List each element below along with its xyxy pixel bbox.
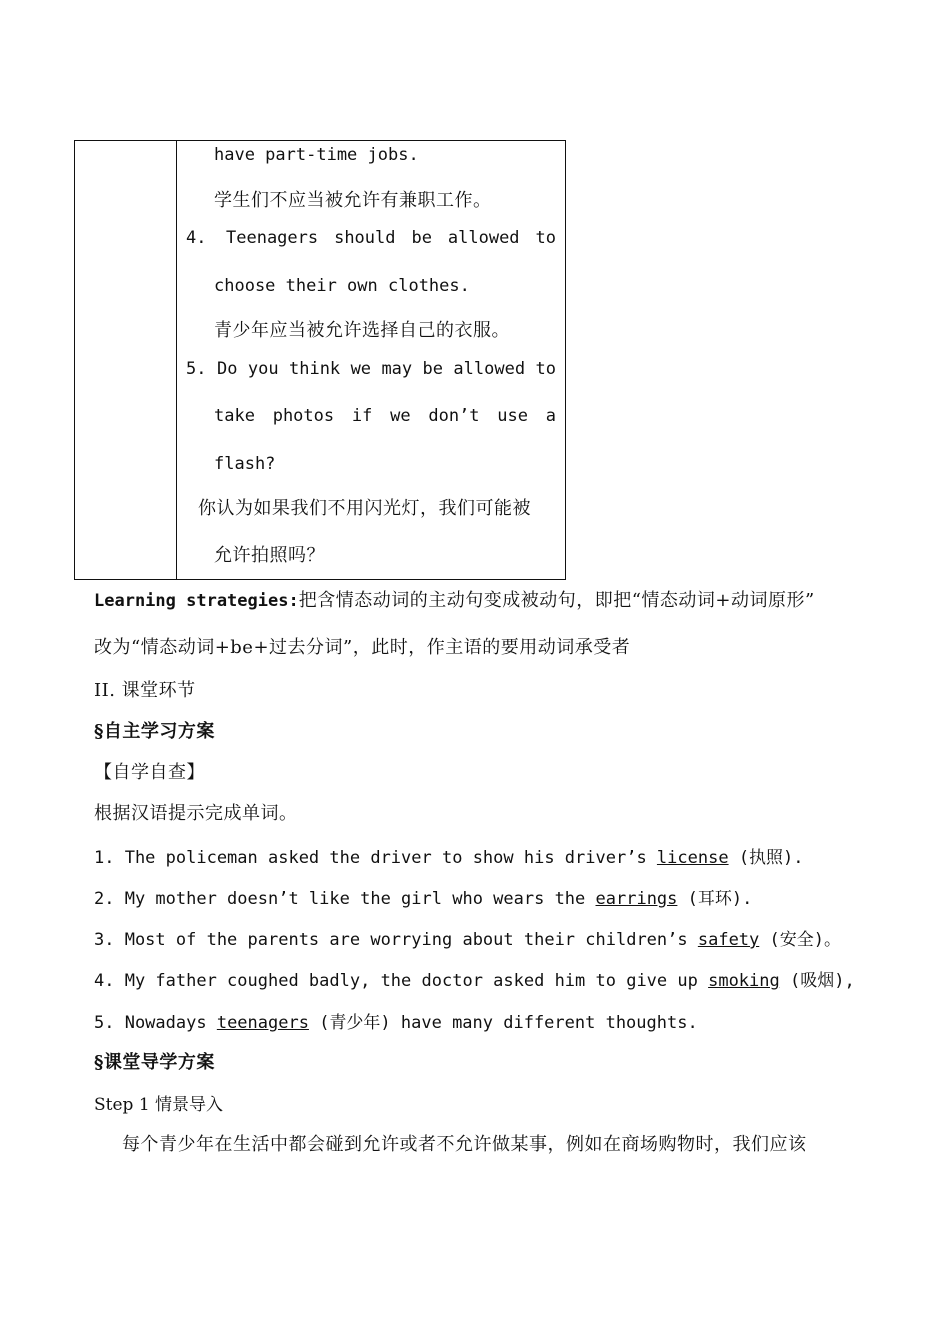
word: Do [217, 359, 238, 379]
exercise-text: 3. Most of the parents are worrying about their children’s [94, 930, 698, 950]
word: photos [272, 406, 335, 426]
word: take [214, 406, 255, 426]
answer: license [656, 848, 729, 868]
self-study-heading: §自主学习方案 [94, 721, 215, 742]
table-column-divider [176, 141, 177, 579]
self-check-heading: 【自学自查】 [94, 762, 205, 783]
answer: safety [697, 930, 760, 950]
exercise-text: (青少年) have many different thoughts. [308, 1013, 698, 1033]
item-4-line-1 [226, 228, 556, 248]
exercise-5 [94, 1008, 698, 1033]
word: we [390, 406, 411, 426]
item-4-line-2: choose their own clothes. [214, 276, 470, 296]
exercise-2 [94, 884, 752, 909]
item-5-cn-2: 允许拍照吗？ [214, 545, 325, 566]
word: think [288, 359, 341, 379]
table-line-1-cn: 学生们不应当被允许有兼职工作。 [214, 190, 492, 211]
exercise-text: (安全)。 [759, 930, 841, 950]
item-4-cn: 青少年应当被允许选择自己的衣服。 [214, 320, 510, 341]
exercise-text: (耳环). [677, 889, 753, 909]
exercise-1 [94, 843, 804, 868]
exercise-text: 1. The policeman asked the driver to show his driver’s [94, 848, 657, 868]
exercise-text: (吸烟), [779, 971, 855, 991]
word: to [535, 228, 556, 248]
word: to [535, 359, 556, 379]
answer: teenagers [216, 1013, 309, 1033]
exercise-4 [94, 966, 855, 991]
item-5-line-1 [217, 359, 556, 379]
instruction: 根据汉语提示完成单词。 [94, 803, 298, 824]
word: use [497, 406, 528, 426]
exercise-3 [94, 925, 841, 950]
word: be [411, 228, 432, 248]
strategies-text-1: 把含情态动词的主动句变成被动句，即把“情态动词+动词原形” [298, 590, 815, 611]
intro-paragraph: 每个青少年在生活中都会碰到允许或者不允许做某事，例如在商场购物时，我们应该 [122, 1134, 807, 1155]
exercise-text: 2. My mother doesn’t like the girl who wears the [94, 889, 596, 909]
word: allowed [447, 228, 520, 248]
word: don’t [428, 406, 480, 426]
word: should [334, 228, 396, 248]
guided-study-heading: §课堂导学方案 [94, 1052, 215, 1073]
word: allowed [453, 359, 526, 379]
answer: earrings [595, 889, 678, 909]
table-line-1: have part-time jobs. [214, 145, 419, 165]
word: may [381, 359, 413, 379]
step-1-heading: Step 1 情景导入 [94, 1095, 224, 1115]
item-5-number: 5. [186, 359, 207, 379]
exercise-text: 5. Nowadays [94, 1013, 217, 1033]
word: if [351, 406, 373, 426]
word: Teenagers [226, 228, 319, 248]
strategies-text-2: 改为“情态动词+be+过去分词”，此时，作主语的要用动词承受者 [94, 637, 631, 658]
item-5-line-2 [214, 406, 556, 426]
answer: smoking [708, 971, 780, 991]
word: you [247, 359, 279, 379]
word: a [545, 406, 556, 426]
word: we [350, 359, 372, 379]
exercise-text: 4. My father coughed badly, the doctor asked him to give up [94, 971, 709, 991]
item-4-number: 4. [186, 228, 207, 248]
strategies-label: Learning strategies: [94, 591, 299, 611]
word: be [422, 359, 444, 379]
item-5-cn-1: 你认为如果我们不用闪光灯，我们可能被 [198, 498, 531, 519]
learning-strategies [94, 586, 815, 612]
item-5-line-3: flash? [214, 454, 276, 474]
section-ii-heading: II. 课堂环节 [94, 680, 196, 701]
exercise-text: (执照). [728, 848, 804, 868]
